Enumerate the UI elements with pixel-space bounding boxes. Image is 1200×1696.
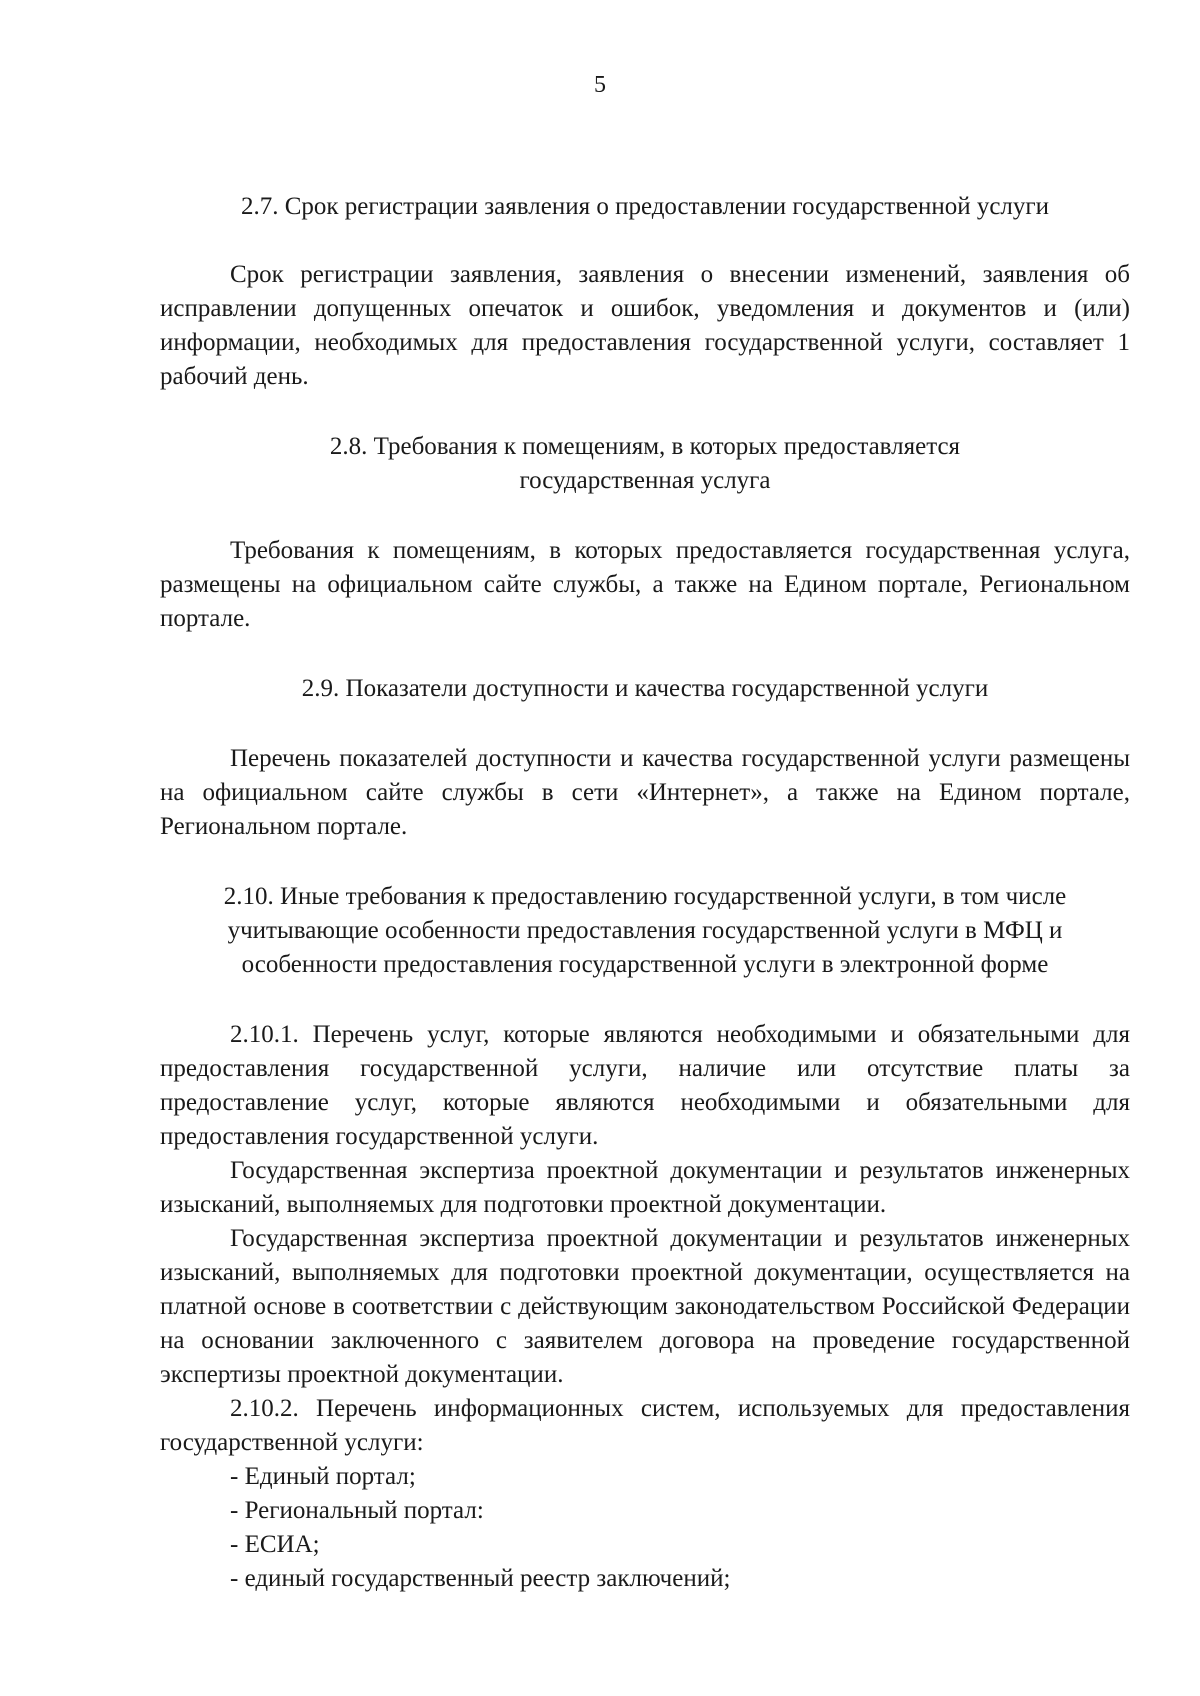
section-2-10-1-paragraph: 2.10.1. Перечень услуг, которые являются необходимыми и обязательными для предоставления государственной услуги, наличие или отсутствие платы за предоставление услуг, которые являются необходимыми и обязательными для предоставления государственной услуги.	[160, 1021, 1130, 1150]
section-2-7-body: Срок регистрации заявления, заявления о внесении изменений, заявления об исправлении допущенных опечаток и ошибок, уведомления и документов и (или) информации, необходимых для предоставления государственной услуги, составляет 1 рабочий день.	[160, 261, 1130, 390]
section-2-9-body: Перечень показателей доступности и качества государственной услуги размещены на официальном сайте службы в сети «Интернет», а также на Едином портале, Региональном портале.	[160, 745, 1130, 840]
section-2-7-heading: 2.7. Срок регистрации заявления о предоставлении государственной услуги	[240, 193, 1050, 220]
page-number: 5	[594, 72, 606, 98]
section-2-10-expertise-paragraph: Государственная экспертиза проектной документации и результатов инженерных изысканий, выполняемых для подготовки проектной документации.	[160, 1157, 1130, 1218]
section-2-10-2-paragraph: 2.10.2. Перечень информационных систем, используемых для предоставления государственной услуги:	[160, 1395, 1130, 1456]
section-2-10-paid-basis-paragraph: Государственная экспертиза проектной документации и результатов инженерных изысканий, выполняемых для подготовки проектной документации, осуществляется на платной основе в соответствии с действующим законодательством Российской Федерации на основании заключенного с заявителем договора на проведение государственной экспертизы проектной документации.	[160, 1225, 1130, 1388]
list-item: - единый государственный реестр заключений;	[230, 1565, 731, 1592]
list-item: - Единый портал;	[230, 1463, 416, 1490]
list-item: - ЕСИА;	[230, 1531, 320, 1558]
document-content	[160, 190, 1130, 1596]
section-2-8-body: Требования к помещениям, в которых предоставляется государственная услуга, размещены на официальном сайте службы, а также на Едином портале, Региональном портале.	[160, 537, 1130, 632]
section-2-10-heading: 2.10. Иные требования к предоставлению государственной услуги, в том числе учитывающие особенности предоставления государственной услуги в МФЦ и особенности предоставления государственной услуги в электронной форме	[223, 883, 1067, 978]
section-2-9-heading: 2.9. Показатели доступности и качества государственной услуги	[301, 675, 989, 702]
section-2-8-heading: 2.8. Требования к помещениям, в которых предоставляется государственная услуга	[329, 433, 961, 494]
information-systems-list	[160, 1460, 1130, 1596]
list-item: - Региональный портал:	[230, 1497, 484, 1524]
